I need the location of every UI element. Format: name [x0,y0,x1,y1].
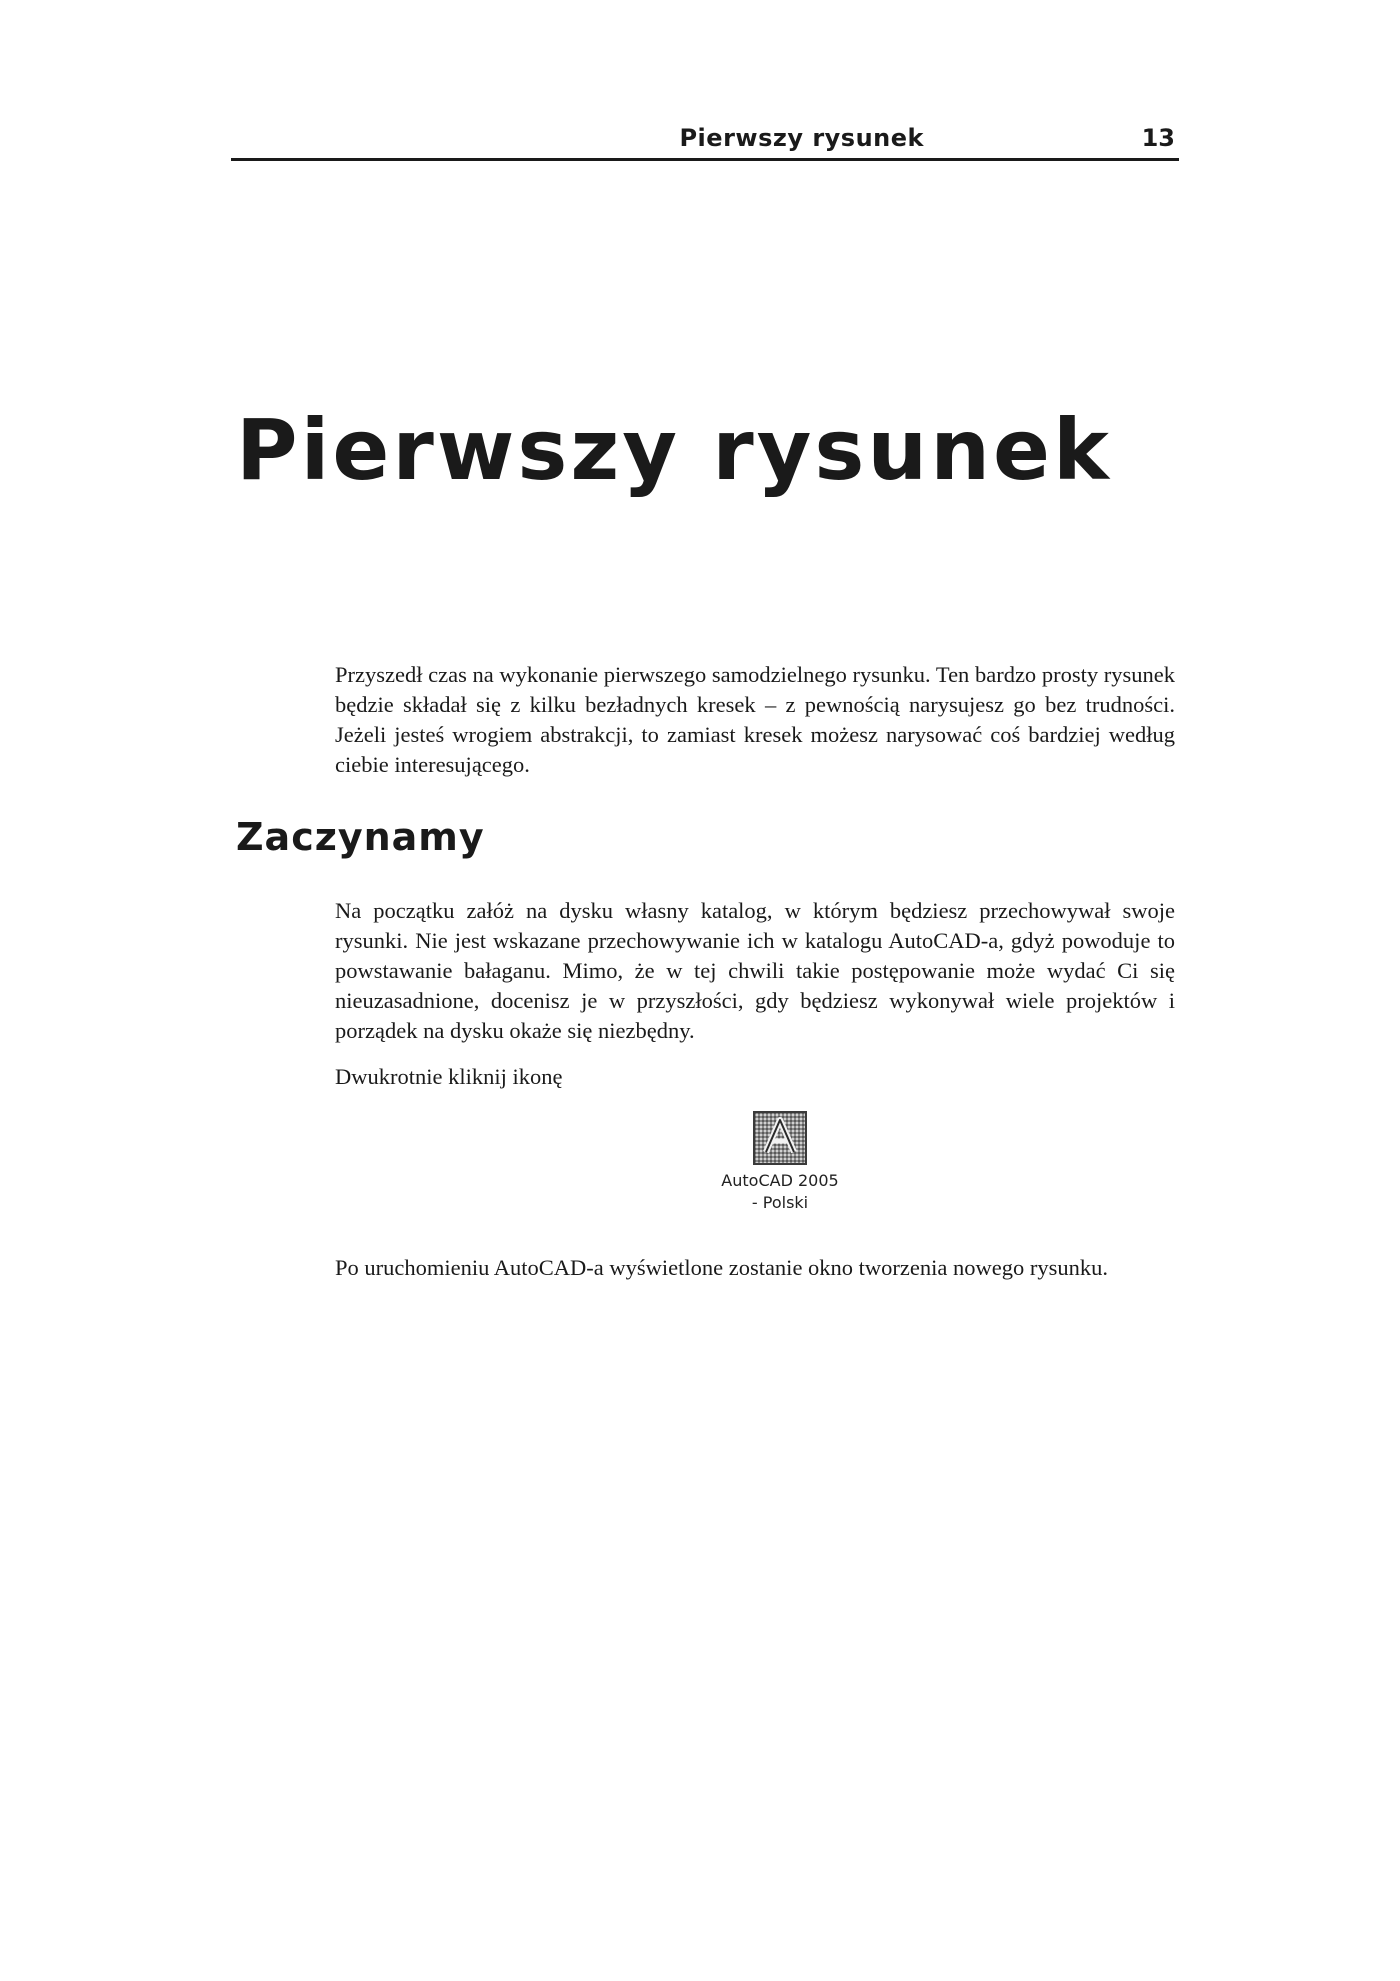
running-title: Pierwszy rysunek [679,124,924,152]
chapter-title: Pierwszy rysunek [236,401,1112,499]
icon-label-line2: - Polski [751,1193,809,1212]
autocad-desktop-shortcut[interactable] [700,1110,860,1214]
section-heading: Zaczynamy [236,815,485,859]
section-paragraph: Na początku załóż na dysku własny katalog, w którym będziesz przechowywał swoje rysunki. Nie jest wskazane przechowywanie ich w katalogu AutoCAD-a, gdyż powoduje to powstawanie bałaganu. Mimo, że w tej chwili takie postępowanie może wydać Ci się nieuzasadnione, docenisz je w przyszłości, gdy będziesz wykonywał wiele projektów i porządek na dysku okaże się niezbędny. [335,898,1175,1043]
page-number: 13 [1141,124,1175,152]
icon-label-line1: AutoCAD 2005 [721,1171,839,1190]
running-header [231,118,1179,161]
intro-paragraph: Przyszedł czas na wykonanie pierwszego samodzielnego rysunku. Ten bardzo prosty rysunek będzie składał się z kilku bezładnych kresek – z pewnością narysujesz go bez trudności. Jeżeli jesteś wrogiem abstrakcji, to zamiast kresek możesz narysować coś bardziej według ciebie interesującego. [335,662,1175,777]
autocad-icon [752,1110,808,1166]
double-click-instruction: Dwukrotnie kliknij ikonę [335,1064,563,1089]
after-launch-paragraph: Po uruchomieniu AutoCAD-a wyświetlone zostanie okno tworzenia nowego rysunku. [335,1255,1108,1280]
